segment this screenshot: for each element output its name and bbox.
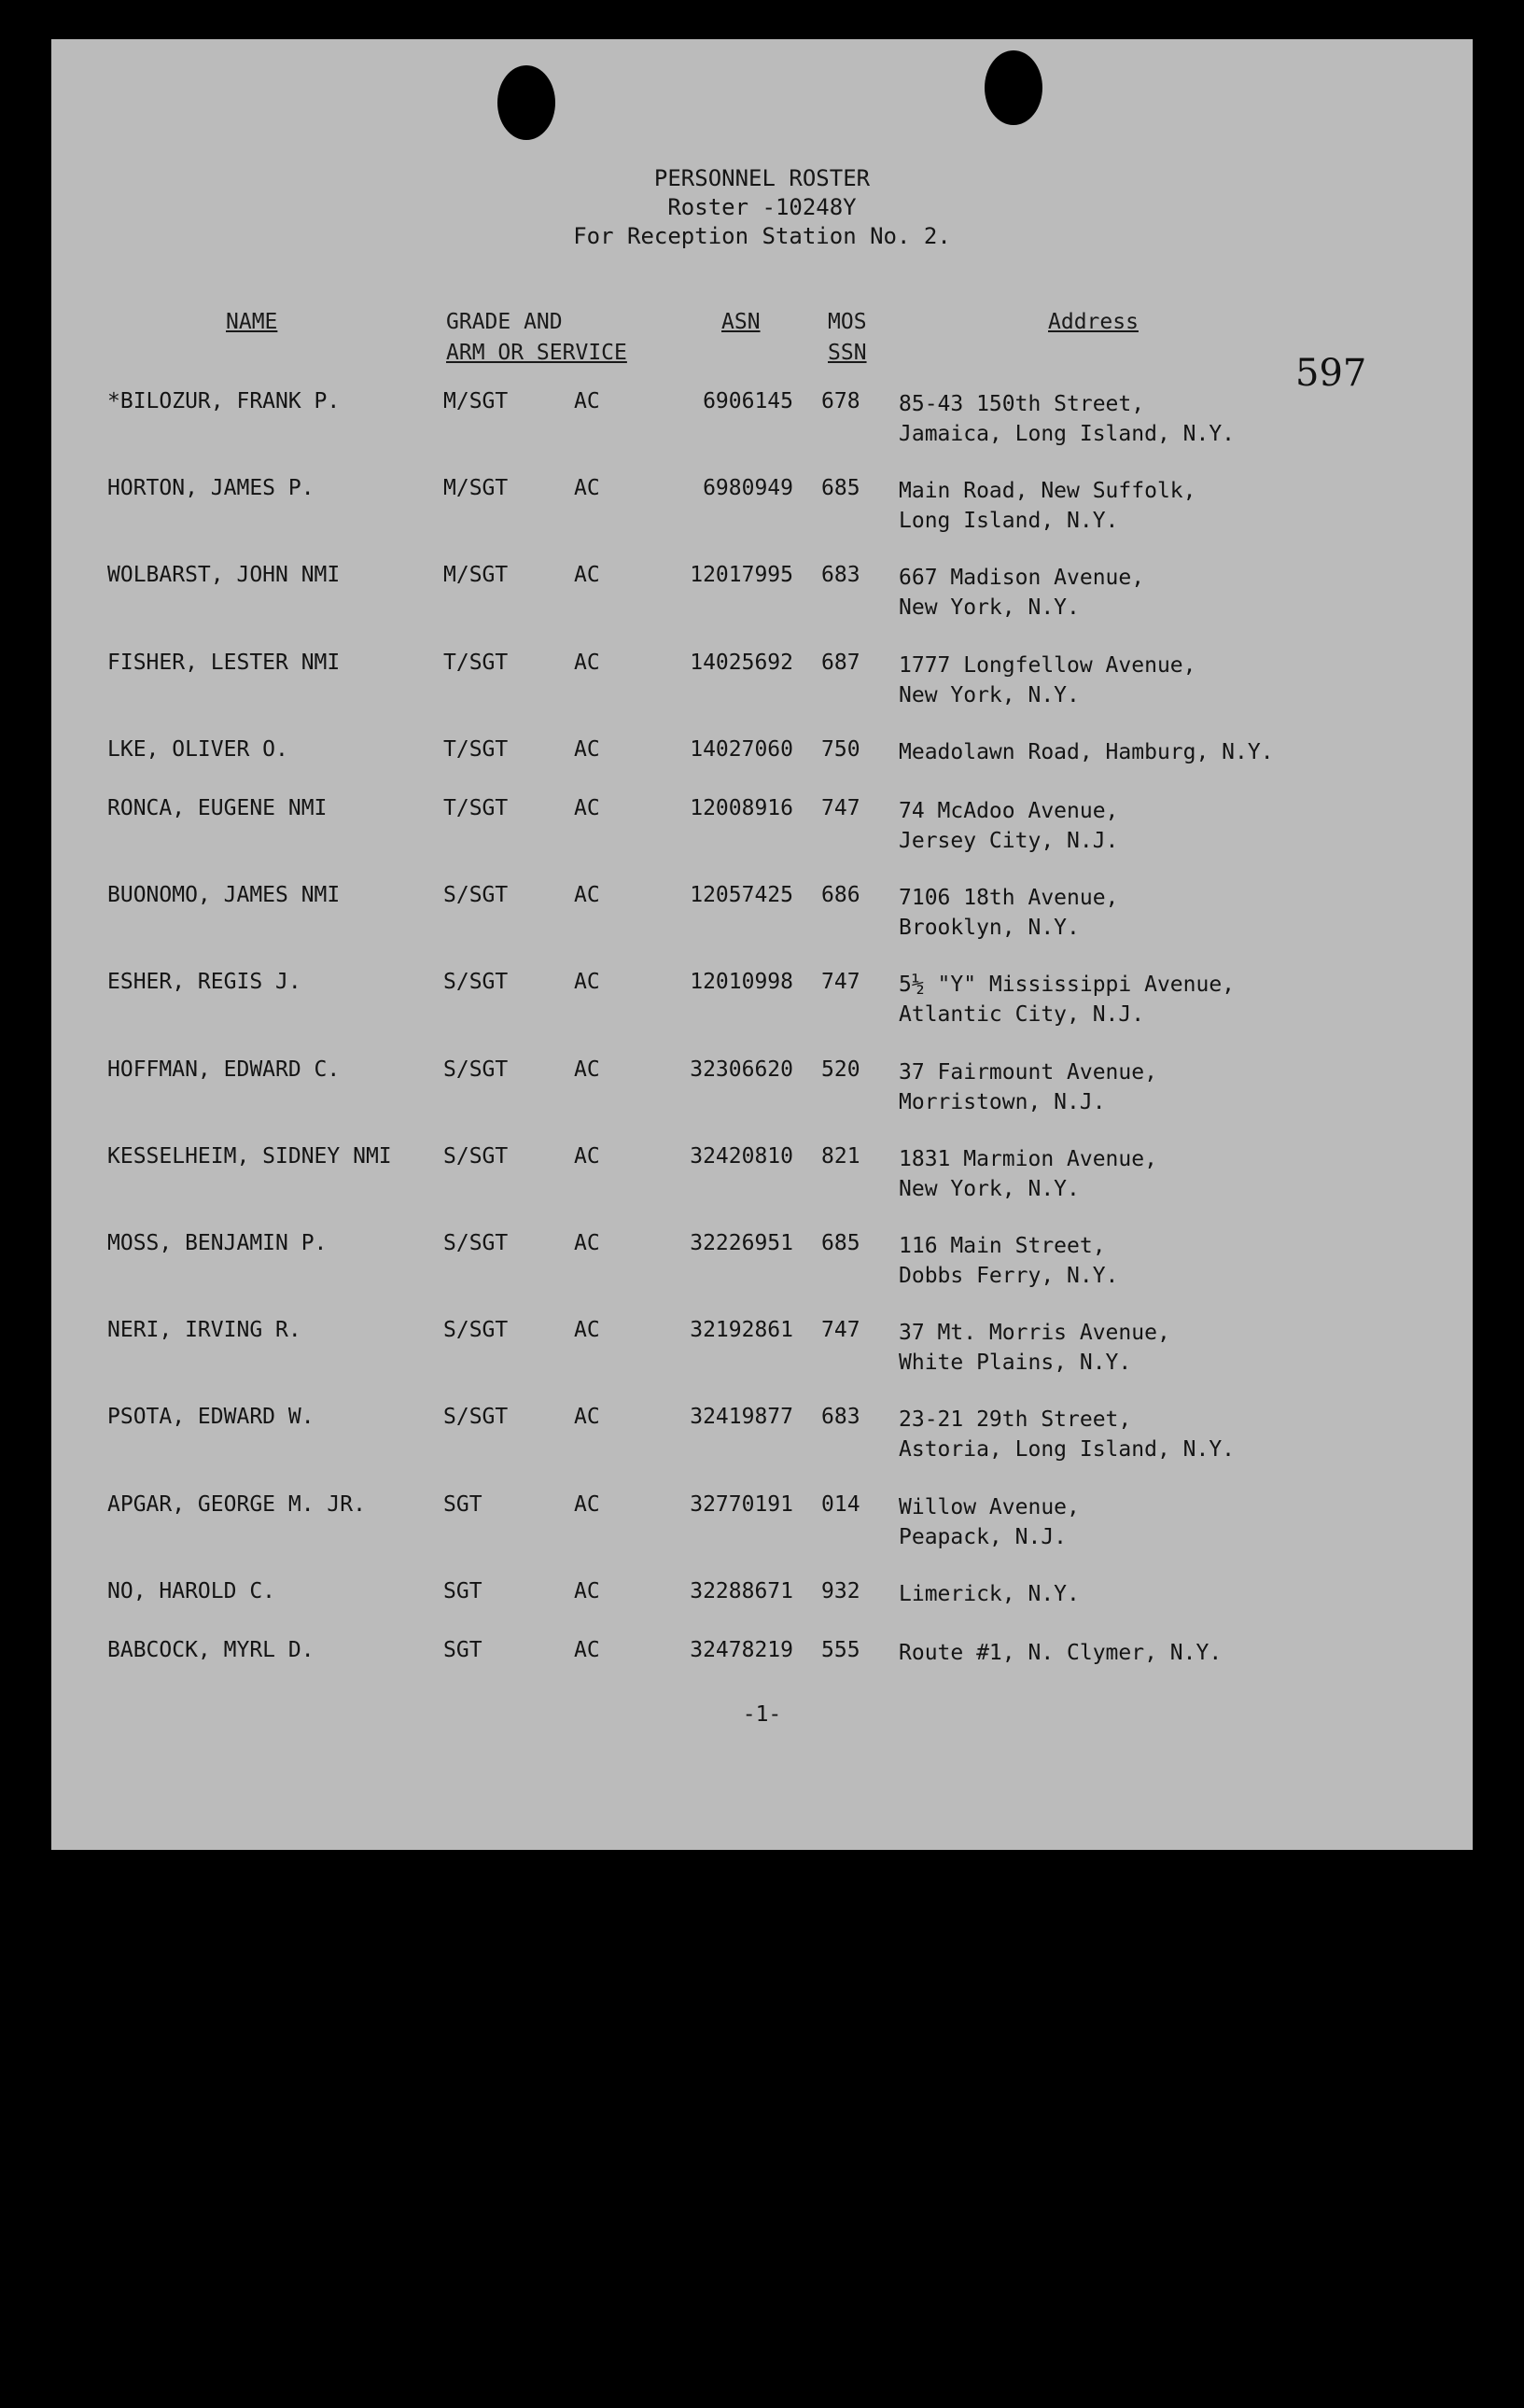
row-grade: M/SGT — [443, 476, 509, 500]
row-asn: 32419877 — [690, 1405, 793, 1429]
row-arm: AC — [574, 883, 600, 907]
row-address-line1: Main Road, New Suffolk, — [899, 479, 1196, 503]
table-row — [51, 970, 1473, 1029]
row-arm: AC — [574, 1318, 600, 1342]
row-address-line1: Meadolawn Road, Hamburg, N.Y. — [899, 740, 1274, 764]
row-address-line2: Atlantic City, N.J. — [899, 1002, 1145, 1027]
row-mos: 683 — [821, 563, 860, 587]
row-address — [899, 1405, 1235, 1464]
row-arm: AC — [574, 1144, 600, 1169]
row-address-line2: Morristown, N.J. — [899, 1090, 1106, 1114]
row-mos: 687 — [821, 651, 860, 675]
row-mos: 686 — [821, 883, 860, 907]
table-row — [51, 883, 1473, 943]
row-mos: 932 — [821, 1579, 860, 1603]
row-address-line2: New York, N.Y. — [899, 683, 1080, 707]
row-address-line1: Willow Avenue, — [899, 1495, 1080, 1519]
row-address — [899, 651, 1196, 710]
table-row — [51, 651, 1473, 710]
row-name: HOFFMAN, EDWARD C. — [107, 1057, 341, 1082]
row-address-line2: Long Island, N.Y. — [899, 509, 1119, 533]
row-address — [899, 1638, 1222, 1668]
row-grade: T/SGT — [443, 796, 509, 820]
row-name: WOLBARST, JOHN NMI — [107, 563, 341, 587]
row-address-line1: 37 Fairmount Avenue, — [899, 1060, 1157, 1085]
row-address-line1: 1831 Marmion Avenue, — [899, 1147, 1157, 1171]
document-title: PERSONNEL ROSTER — [653, 165, 871, 191]
row-grade: S/SGT — [443, 1231, 509, 1255]
row-asn: 12017995 — [690, 563, 793, 587]
page-footer: -1- — [742, 1702, 782, 1727]
row-arm: AC — [574, 796, 600, 820]
row-address-line1: 23-21 29th Street, — [899, 1407, 1132, 1432]
row-name: BABCOCK, MYRL D. — [107, 1638, 315, 1662]
row-mos: 520 — [821, 1057, 860, 1082]
row-arm: AC — [574, 1579, 600, 1603]
column-grade-line1: GRADE AND — [446, 310, 563, 334]
row-grade: M/SGT — [443, 389, 509, 413]
row-name: APGAR, GEORGE M. JR. — [107, 1492, 366, 1517]
row-grade: S/SGT — [443, 1057, 509, 1082]
row-asn: 14025692 — [690, 651, 793, 675]
table-row — [51, 476, 1473, 536]
row-arm: AC — [574, 563, 600, 587]
row-arm: AC — [574, 1638, 600, 1662]
table-row — [51, 1318, 1473, 1378]
row-address — [899, 476, 1196, 536]
row-address-line1: Route #1, N. Clymer, N.Y. — [899, 1641, 1223, 1665]
column-asn: ASN — [721, 310, 761, 334]
row-arm: AC — [574, 1231, 600, 1255]
row-arm: AC — [574, 651, 600, 675]
row-name: ESHER, REGIS J. — [107, 970, 301, 994]
row-address — [899, 563, 1144, 623]
row-address — [899, 796, 1118, 856]
table-row — [51, 563, 1473, 623]
row-asn: 6980949 — [703, 476, 793, 500]
row-address — [899, 883, 1118, 943]
row-address — [899, 1492, 1080, 1552]
row-address-line2: New York, N.Y. — [899, 595, 1080, 620]
table-row — [51, 1405, 1473, 1464]
row-mos: 685 — [821, 476, 860, 500]
table-row — [51, 1579, 1473, 1639]
row-address-line2: New York, N.Y. — [899, 1177, 1080, 1201]
row-address-line1: 667 Madison Avenue, — [899, 566, 1145, 590]
station-line: For Reception Station No. 2. — [573, 223, 951, 249]
row-address — [899, 1057, 1157, 1117]
row-address-line2: Brooklyn, N.Y. — [899, 916, 1080, 940]
table-row — [51, 737, 1473, 797]
row-name: NO, HAROLD C. — [107, 1579, 276, 1603]
row-asn: 32306620 — [690, 1057, 793, 1082]
row-address — [899, 970, 1235, 1029]
table-row — [51, 1144, 1473, 1204]
row-asn: 6906145 — [703, 389, 793, 413]
roster-page — [51, 39, 1473, 1850]
row-grade: SGT — [443, 1579, 482, 1603]
row-grade: T/SGT — [443, 737, 509, 762]
row-address-line1: 5½ "Y" Mississippi Avenue, — [899, 973, 1236, 997]
column-grade — [446, 307, 627, 369]
table-row — [51, 1638, 1473, 1698]
row-arm: AC — [574, 1492, 600, 1517]
row-asn: 32226951 — [690, 1231, 793, 1255]
punch-hole-left — [497, 65, 555, 140]
column-address: Address — [1048, 310, 1139, 334]
table-row — [51, 1057, 1473, 1117]
row-address — [899, 389, 1235, 449]
page-number: 597 — [1295, 352, 1367, 395]
row-address — [899, 1318, 1170, 1378]
row-address-line1: 85-43 150th Street, — [899, 392, 1145, 416]
column-mos-line1: MOS — [828, 310, 867, 334]
column-mos-line2: SSN — [828, 341, 867, 365]
row-address — [899, 1579, 1080, 1609]
row-name: PSOTA, EDWARD W. — [107, 1405, 315, 1429]
row-asn: 32770191 — [690, 1492, 793, 1517]
row-address-line1: 37 Mt. Morris Avenue, — [899, 1321, 1170, 1345]
row-name: LKE, OLIVER O. — [107, 737, 288, 762]
row-address-line2: White Plains, N.Y. — [899, 1351, 1132, 1375]
row-grade: SGT — [443, 1492, 482, 1517]
row-asn: 32192861 — [690, 1318, 793, 1342]
row-name: NERI, IRVING R. — [107, 1318, 301, 1342]
roster-number: Roster -10248Y — [667, 194, 857, 220]
row-asn: 32420810 — [690, 1144, 793, 1169]
row-address — [899, 1144, 1157, 1204]
row-address-line1: 74 McAdoo Avenue, — [899, 799, 1119, 823]
row-grade: S/SGT — [443, 1405, 509, 1429]
column-mos — [828, 307, 867, 369]
row-arm: AC — [574, 476, 600, 500]
row-address-line1: 116 Main Street, — [899, 1234, 1106, 1258]
row-arm: AC — [574, 1405, 600, 1429]
table-row — [51, 796, 1473, 856]
row-grade: S/SGT — [443, 1144, 509, 1169]
row-name: BUONOMO, JAMES NMI — [107, 883, 341, 907]
row-address-line2: Astoria, Long Island, N.Y. — [899, 1437, 1236, 1462]
row-name: KESSELHEIM, SIDNEY NMI — [107, 1144, 392, 1169]
row-address — [899, 737, 1274, 767]
row-grade: T/SGT — [443, 651, 509, 675]
table-row — [51, 389, 1473, 449]
row-name: FISHER, LESTER NMI — [107, 651, 341, 675]
row-grade: S/SGT — [443, 970, 509, 994]
row-arm: AC — [574, 389, 600, 413]
row-mos: 750 — [821, 737, 860, 762]
row-asn: 14027060 — [690, 737, 793, 762]
row-grade: S/SGT — [443, 883, 509, 907]
row-mos: 747 — [821, 1318, 860, 1342]
row-asn: 32478219 — [690, 1638, 793, 1662]
row-grade: SGT — [443, 1638, 482, 1662]
row-address-line2: Jersey City, N.J. — [899, 829, 1119, 853]
row-name: MOSS, BENJAMIN P. — [107, 1231, 328, 1255]
row-address-line1: 7106 18th Avenue, — [899, 886, 1119, 910]
punch-hole-right — [985, 50, 1042, 125]
row-mos: 685 — [821, 1231, 860, 1255]
row-mos: 678 — [821, 389, 860, 413]
row-address-line2: Peapack, N.J. — [899, 1525, 1068, 1549]
row-mos: 555 — [821, 1638, 860, 1662]
column-grade-line2: ARM OR SERVICE — [446, 341, 627, 365]
row-name: HORTON, JAMES P. — [107, 476, 315, 500]
row-grade: M/SGT — [443, 563, 509, 587]
row-address-line1: 1777 Longfellow Avenue, — [899, 653, 1196, 678]
row-address-line2: Dobbs Ferry, N.Y. — [899, 1264, 1119, 1288]
row-arm: AC — [574, 970, 600, 994]
row-mos: 683 — [821, 1405, 860, 1429]
row-address — [899, 1231, 1118, 1291]
row-address-line2: Jamaica, Long Island, N.Y. — [899, 422, 1236, 446]
column-name: NAME — [226, 310, 278, 334]
row-address-line1: Limerick, N.Y. — [899, 1582, 1080, 1606]
row-arm: AC — [574, 737, 600, 762]
row-grade: S/SGT — [443, 1318, 509, 1342]
row-mos: 014 — [821, 1492, 860, 1517]
row-mos: 821 — [821, 1144, 860, 1169]
row-arm: AC — [574, 1057, 600, 1082]
row-mos: 747 — [821, 970, 860, 994]
row-asn: 12057425 — [690, 883, 793, 907]
table-row — [51, 1231, 1473, 1291]
table-row — [51, 1492, 1473, 1552]
row-mos: 747 — [821, 796, 860, 820]
row-name: *BILOZUR, FRANK P. — [107, 389, 341, 413]
row-asn: 12010998 — [690, 970, 793, 994]
row-asn: 32288671 — [690, 1579, 793, 1603]
row-asn: 12008916 — [690, 796, 793, 820]
row-name: RONCA, EUGENE NMI — [107, 796, 328, 820]
